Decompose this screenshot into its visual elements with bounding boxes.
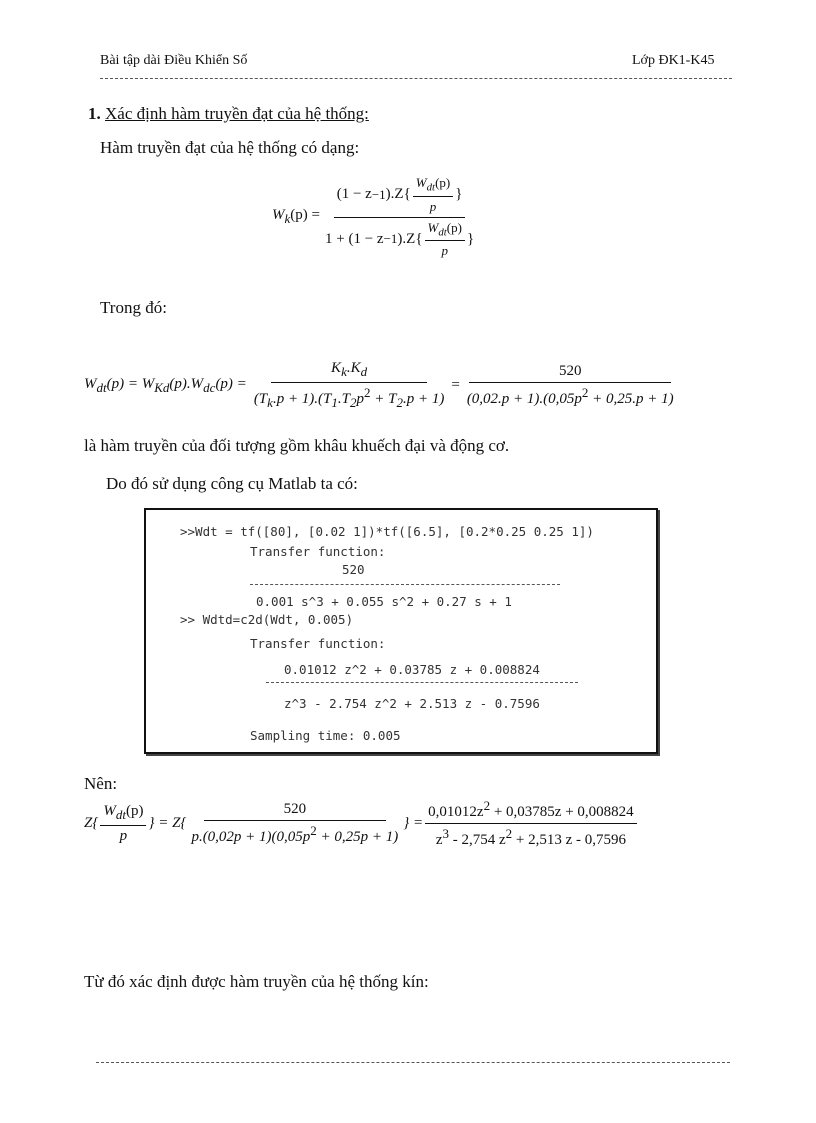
- eq2-numeric-fraction: $\frac{520}{(0,02.p + 1).(0,05p^2 + 0,25.p + 1)}$: [466, 363, 674, 407]
- code-fraction-line-2: [266, 682, 578, 683]
- section-title: Xác định hàm truyền đạt của hệ thống:: [105, 104, 369, 123]
- section-number: 1.: [88, 104, 101, 123]
- nen-text: Nên:: [84, 774, 118, 793]
- header-divider: [100, 78, 732, 79]
- eq1-inner-fraction-bottom: $\frac{W_{dt}(p)}{p}$: [425, 220, 465, 260]
- explain-text: là hàm truyền của đối tượng gồm khâu khuếch đại và động cơ.: [84, 436, 510, 455]
- eq1-lhs: $W_k(p)$ =: [272, 207, 320, 227]
- code-line-sampling: Sampling time: 0.005: [250, 728, 401, 743]
- code-line-denominator-1: 0.001 s^3 + 0.055 s^2 + 0.27 s + 1: [256, 594, 512, 609]
- closing-text: Từ đó xác định được hàm truyền của hệ thống kín:: [84, 972, 429, 991]
- equation-wdt: [84, 360, 679, 411]
- eq3-middle: } = Z{: [148, 815, 187, 831]
- eq1-denominator: 1 + (1 − z −1 ).Z{ $\frac{W_{dt}(p)}{p}$ }: [324, 219, 475, 259]
- section-heading: [88, 104, 369, 124]
- eq1-main-fraction: [322, 175, 477, 259]
- eq3-z-open: Z{: [84, 815, 99, 831]
- trong-do-text: Trong đó:: [100, 298, 167, 317]
- footer-divider: [96, 1062, 730, 1063]
- eq3-equals: } =: [403, 815, 424, 831]
- eq1-numerator: (1 − z −1 ).Z{ $\frac{W_{dt}(p)}{p}$ }: [334, 175, 466, 218]
- equation-z-transform: [84, 798, 639, 849]
- code-line-wdt: >>Wdt = tf([80], [0.02 1])*tf([6.5], [0.2*0.25 0.25 1]): [180, 524, 594, 539]
- intro-text: Hàm truyền đạt của hệ thống có dạng:: [100, 138, 360, 157]
- eq3-result-fraction: $\frac{0,01012z^2 + 0,03785z + 0,008824}{z^3 - 2,754 z^2 + 2,513 z - 0,7596}$: [425, 798, 637, 849]
- eq3-plant-fraction: $\frac{520}{p.(0,02p + 1)(0,05p^2 + 0,25p + 1)}$: [191, 801, 399, 845]
- eq2-symbolic-fraction: $\frac{K_k.K_d}{(T_k.p + 1).(T_1.T_2p^2 + T_2.p + 1)}$: [253, 360, 445, 410]
- code-line-numerator-1: 520: [342, 562, 365, 577]
- code-line-transfer-2: Transfer function:: [250, 636, 386, 651]
- code-line-c2d: >> Wdtd=c2d(Wdt, 0.005): [180, 612, 354, 627]
- eq3-inner-fraction: $\frac{W_{dt}(p)}{p}$: [100, 803, 146, 845]
- eq2-equals: =: [451, 377, 460, 393]
- code-fraction-line-1: [250, 584, 560, 585]
- equation-wk: [272, 175, 479, 259]
- code-line-numerator-2: 0.01012 z^2 + 0.03785 z + 0.008824: [284, 662, 540, 677]
- eq2-lhs: $W_{dt}(p) = W_{Kd}(p).W_{dc}(p)$ =: [84, 375, 247, 395]
- eq1-inner-fraction-top: $\frac{W_{dt}(p)}{p}$: [413, 175, 453, 215]
- header-left: Bài tập dài Điều Khiển Số: [100, 53, 248, 68]
- matlab-intro-text: Do đó sử dụng công cụ Matlab ta có:: [106, 474, 358, 493]
- code-line-transfer-1: Transfer function:: [250, 544, 386, 559]
- code-line-denominator-2: z^3 - 2.754 z^2 + 2.513 z - 0.7596: [284, 696, 540, 711]
- header-right: Lớp ĐK1-K45: [632, 53, 715, 68]
- matlab-code-box: [144, 508, 658, 754]
